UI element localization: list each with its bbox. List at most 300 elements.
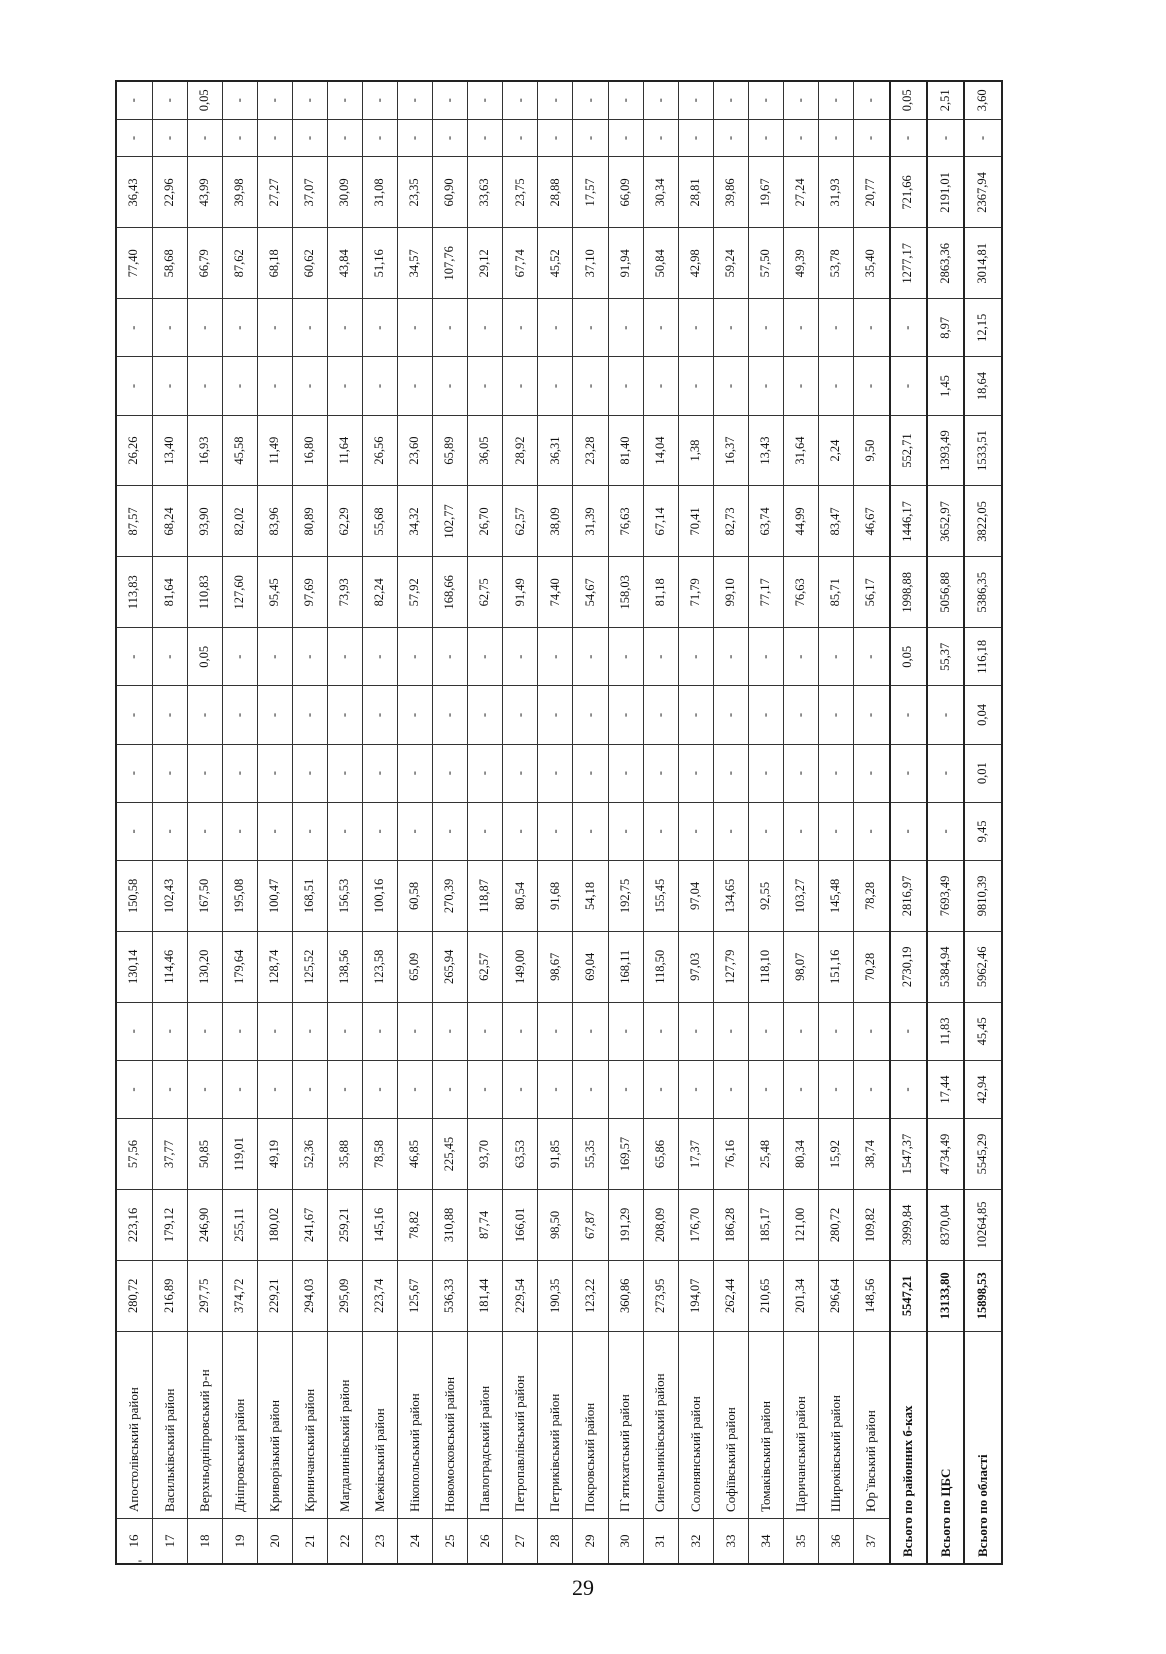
row-number: 28	[538, 1518, 573, 1564]
value-cell: -	[783, 744, 818, 802]
row-number: 16	[116, 1518, 152, 1564]
total-value-cell: 1,45	[927, 357, 964, 415]
total-value-cell: 18,64	[964, 357, 1002, 415]
value-cell: 16,93	[187, 415, 222, 486]
value-cell: -	[363, 357, 398, 415]
table-row	[116, 81, 152, 1564]
value-cell: 280,72	[818, 1189, 853, 1260]
value-cell: 156,53	[328, 860, 363, 931]
value-cell: 50,85	[187, 1119, 222, 1190]
total-value-cell: 2,51	[927, 81, 964, 119]
value-cell: -	[292, 299, 327, 357]
value-cell: -	[853, 628, 889, 686]
total-value-cell: -	[927, 802, 964, 860]
value-cell: -	[853, 744, 889, 802]
value-cell: 127,79	[713, 931, 748, 1002]
value-cell: -	[187, 1060, 222, 1118]
row-number: 30	[608, 1518, 643, 1564]
total-value-cell: 4734,49	[927, 1119, 964, 1190]
value-cell: -	[608, 119, 643, 157]
value-cell: -	[116, 802, 152, 860]
value-cell: 54,18	[573, 860, 608, 931]
value-cell: -	[328, 299, 363, 357]
value-cell: -	[853, 357, 889, 415]
table-row	[363, 81, 398, 1564]
value-cell: 36,31	[538, 415, 573, 486]
value-cell: 113,83	[116, 557, 152, 628]
value-cell: -	[187, 802, 222, 860]
value-cell: 62,57	[468, 931, 503, 1002]
value-cell: 223,16	[116, 1189, 152, 1260]
value-cell: 296,64	[818, 1260, 853, 1331]
value-cell: 103,27	[783, 860, 818, 931]
total-value-cell: 3014,81	[964, 228, 1002, 299]
value-cell: 192,75	[608, 860, 643, 931]
value-cell: -	[222, 81, 257, 119]
value-cell: -	[292, 357, 327, 415]
value-cell: 195,08	[222, 860, 257, 931]
value-cell: -	[257, 686, 292, 744]
value-cell: 60,58	[398, 860, 433, 931]
value-cell: 118,10	[748, 931, 783, 1002]
total-value-cell: 2191,01	[927, 157, 964, 228]
value-cell: 87,62	[222, 228, 257, 299]
value-cell: 168,66	[433, 557, 468, 628]
value-cell: 55,35	[573, 1119, 608, 1190]
value-cell: -	[538, 81, 573, 119]
table-row	[503, 81, 538, 1564]
total-value-cell: 0,05	[890, 628, 927, 686]
value-cell: 181,44	[468, 1260, 503, 1331]
value-cell: 109,82	[853, 1189, 889, 1260]
value-cell: 185,17	[748, 1189, 783, 1260]
value-cell: -	[503, 744, 538, 802]
value-cell: -	[538, 119, 573, 157]
value-cell: 91,85	[538, 1119, 573, 1190]
value-cell: -	[503, 357, 538, 415]
value-cell: -	[257, 1060, 292, 1118]
value-cell: 28,92	[503, 415, 538, 486]
total-value-cell: -	[890, 1002, 927, 1060]
value-cell: -	[783, 119, 818, 157]
value-cell: -	[678, 81, 713, 119]
row-number: 23	[363, 1518, 398, 1564]
value-cell: 25,48	[748, 1119, 783, 1190]
total-value-cell: -	[890, 299, 927, 357]
value-cell: 125,67	[398, 1260, 433, 1331]
value-cell: 26,56	[363, 415, 398, 486]
value-cell: 241,67	[292, 1189, 327, 1260]
value-cell: -	[713, 1060, 748, 1118]
value-cell: -	[573, 802, 608, 860]
value-cell: -	[748, 802, 783, 860]
total-value-cell: -	[927, 744, 964, 802]
total-value-cell: 5547,21	[890, 1260, 927, 1331]
row-number: 20	[257, 1518, 292, 1564]
value-cell: -	[783, 1060, 818, 1118]
value-cell: 176,70	[678, 1189, 713, 1260]
value-cell: 294,03	[292, 1260, 327, 1331]
value-cell: 68,18	[257, 228, 292, 299]
district-name: Царичанський район	[783, 1331, 818, 1518]
total-value-cell: 5386,35	[964, 557, 1002, 628]
table-row	[608, 81, 643, 1564]
district-name: Верхньодніпровський р-н	[187, 1331, 222, 1518]
value-cell: 30,34	[643, 157, 678, 228]
value-cell: -	[853, 81, 889, 119]
value-cell: 76,63	[608, 486, 643, 557]
value-cell: -	[818, 802, 853, 860]
value-cell: 13,43	[748, 415, 783, 486]
value-cell: 121,00	[783, 1189, 818, 1260]
value-cell: 37,07	[292, 157, 327, 228]
value-cell: 51,16	[363, 228, 398, 299]
value-cell: 70,28	[853, 931, 889, 1002]
value-cell: -	[538, 628, 573, 686]
value-cell: -	[152, 686, 187, 744]
value-cell: 55,68	[363, 486, 398, 557]
table-row	[783, 81, 818, 1564]
value-cell: 65,09	[398, 931, 433, 1002]
value-cell: -	[363, 1002, 398, 1060]
value-cell: -	[152, 299, 187, 357]
total-value-cell: 12,15	[964, 299, 1002, 357]
value-cell: 223,74	[363, 1260, 398, 1331]
district-name: Петропавлівський район	[503, 1331, 538, 1518]
value-cell: -	[363, 686, 398, 744]
value-cell: 65,89	[433, 415, 468, 486]
value-cell: -	[818, 81, 853, 119]
district-name: Криничанський район	[292, 1331, 327, 1518]
value-cell: -	[398, 119, 433, 157]
value-cell: -	[433, 802, 468, 860]
total-value-cell: 116,18	[964, 628, 1002, 686]
value-cell: 34,57	[398, 228, 433, 299]
value-cell: -	[398, 81, 433, 119]
value-cell: -	[468, 299, 503, 357]
value-cell: -	[152, 744, 187, 802]
value-cell: -	[468, 1002, 503, 1060]
value-cell: -	[398, 1060, 433, 1118]
value-cell: -	[608, 628, 643, 686]
district-name: Солонянський район	[678, 1331, 713, 1518]
value-cell: -	[363, 1060, 398, 1118]
value-cell: 97,69	[292, 557, 327, 628]
value-cell: -	[292, 628, 327, 686]
value-cell: 38,09	[538, 486, 573, 557]
value-cell: 210,65	[748, 1260, 783, 1331]
value-cell: -	[573, 1060, 608, 1118]
value-cell: -	[643, 1002, 678, 1060]
row-number: 26	[468, 1518, 503, 1564]
value-cell: -	[608, 802, 643, 860]
district-name: Синельниківський район	[643, 1331, 678, 1518]
total-value-cell: -	[927, 119, 964, 157]
value-cell: -	[187, 744, 222, 802]
value-cell: 123,22	[573, 1260, 608, 1331]
value-cell: 28,88	[538, 157, 573, 228]
table-row	[643, 81, 678, 1564]
value-cell: -	[328, 802, 363, 860]
value-cell: 295,09	[328, 1260, 363, 1331]
value-cell: -	[853, 1060, 889, 1118]
district-name: Покровський район	[573, 1331, 608, 1518]
value-cell: 65,86	[643, 1119, 678, 1190]
value-cell: -	[643, 744, 678, 802]
value-cell: -	[748, 299, 783, 357]
total-value-cell: -	[890, 1060, 927, 1118]
district-name: Софіївський район	[713, 1331, 748, 1518]
value-cell: -	[503, 119, 538, 157]
value-cell: -	[116, 628, 152, 686]
value-cell: 66,79	[187, 228, 222, 299]
value-cell: 145,48	[818, 860, 853, 931]
table-row	[187, 81, 222, 1564]
total-value-cell: 5962,46	[964, 931, 1002, 1002]
value-cell: 225,45	[433, 1119, 468, 1190]
row-number: 35	[783, 1518, 818, 1564]
value-cell: -	[853, 1002, 889, 1060]
total-value-cell: 1393,49	[927, 415, 964, 486]
value-cell: -	[748, 119, 783, 157]
value-cell: 23,75	[503, 157, 538, 228]
value-cell: 216,89	[152, 1260, 187, 1331]
value-cell: 20,77	[853, 157, 889, 228]
value-cell: 78,82	[398, 1189, 433, 1260]
value-cell: 60,90	[433, 157, 468, 228]
value-cell: 98,07	[783, 931, 818, 1002]
value-cell: -	[538, 1060, 573, 1118]
value-cell: -	[538, 802, 573, 860]
value-cell: -	[363, 299, 398, 357]
value-cell: 93,90	[187, 486, 222, 557]
value-cell: -	[713, 628, 748, 686]
value-cell: -	[292, 686, 327, 744]
district-name: Криворізький район	[257, 1331, 292, 1518]
value-cell: -	[152, 357, 187, 415]
value-cell: 22,96	[152, 157, 187, 228]
value-cell: 11,49	[257, 415, 292, 486]
value-cell: -	[678, 802, 713, 860]
district-name: Апостолівський район	[116, 1331, 152, 1518]
value-cell: 15,92	[818, 1119, 853, 1190]
value-cell: -	[573, 628, 608, 686]
value-cell: 99,10	[713, 557, 748, 628]
page-number: 29	[572, 1575, 594, 1600]
value-cell: -	[643, 81, 678, 119]
value-cell: 23,28	[573, 415, 608, 486]
value-cell: -	[292, 1060, 327, 1118]
row-number: 32	[678, 1518, 713, 1564]
district-name: Нікопольський район	[398, 1331, 433, 1518]
value-cell: -	[222, 1060, 257, 1118]
value-cell: 98,50	[538, 1189, 573, 1260]
total-value-cell: -	[927, 686, 964, 744]
value-cell: 0,05	[187, 81, 222, 119]
total-value-cell: 2863,36	[927, 228, 964, 299]
value-cell: -	[363, 81, 398, 119]
table-row	[573, 81, 608, 1564]
total-value-cell: 2816,97	[890, 860, 927, 931]
value-cell: 35,88	[328, 1119, 363, 1190]
total-value-cell: 1446,17	[890, 486, 927, 557]
value-cell: 9,50	[853, 415, 889, 486]
value-cell: -	[853, 119, 889, 157]
value-cell: -	[363, 744, 398, 802]
value-cell: 180,02	[257, 1189, 292, 1260]
district-name: Широківський район	[818, 1331, 853, 1518]
total-value-cell: 552,71	[890, 415, 927, 486]
value-cell: -	[257, 299, 292, 357]
value-cell: 16,37	[713, 415, 748, 486]
value-cell: -	[328, 686, 363, 744]
value-cell: 46,67	[853, 486, 889, 557]
value-cell: 54,67	[573, 557, 608, 628]
rotated-table-wrapper	[115, 80, 1003, 1565]
value-cell: -	[116, 299, 152, 357]
value-cell: -	[853, 802, 889, 860]
value-cell: 66,09	[608, 157, 643, 228]
value-cell: -	[783, 299, 818, 357]
value-cell: -	[152, 802, 187, 860]
value-cell: -	[116, 686, 152, 744]
value-cell: 2,24	[818, 415, 853, 486]
value-cell: 31,93	[818, 157, 853, 228]
total-value-cell: 1533,51	[964, 415, 1002, 486]
row-number: 36	[818, 1518, 853, 1564]
value-cell: 91,94	[608, 228, 643, 299]
value-cell: -	[608, 744, 643, 802]
value-cell: -	[222, 357, 257, 415]
value-cell: -	[678, 299, 713, 357]
value-cell: -	[292, 802, 327, 860]
value-cell: 125,52	[292, 931, 327, 1002]
value-cell: -	[152, 81, 187, 119]
value-cell: -	[116, 81, 152, 119]
value-cell: -	[433, 628, 468, 686]
value-cell: 168,51	[292, 860, 327, 931]
value-cell: 1,38	[678, 415, 713, 486]
value-cell: 69,04	[573, 931, 608, 1002]
value-cell: 270,39	[433, 860, 468, 931]
value-cell: -	[783, 628, 818, 686]
value-cell: 14,04	[643, 415, 678, 486]
value-cell: 57,92	[398, 557, 433, 628]
value-cell: -	[468, 357, 503, 415]
value-cell: -	[292, 1002, 327, 1060]
value-cell: 151,16	[818, 931, 853, 1002]
value-cell: 138,56	[328, 931, 363, 1002]
value-cell: -	[783, 1002, 818, 1060]
value-cell: 0,05	[187, 628, 222, 686]
value-cell: -	[328, 81, 363, 119]
value-cell: -	[818, 686, 853, 744]
total-value-cell: -	[964, 119, 1002, 157]
value-cell: 127,60	[222, 557, 257, 628]
value-cell: -	[328, 1060, 363, 1118]
value-cell: -	[678, 1002, 713, 1060]
value-cell: -	[713, 357, 748, 415]
value-cell: 92,55	[748, 860, 783, 931]
total-label: Всього по ЦБС	[927, 1331, 964, 1564]
value-cell: 80,54	[503, 860, 538, 931]
total-value-cell: 8370,04	[927, 1189, 964, 1260]
value-cell: 50,84	[643, 228, 678, 299]
value-cell: 155,45	[643, 860, 678, 931]
value-cell: -	[398, 802, 433, 860]
value-cell: -	[818, 628, 853, 686]
value-cell: 98,67	[538, 931, 573, 1002]
value-cell: -	[433, 744, 468, 802]
total-row	[927, 81, 964, 1564]
value-cell: 97,03	[678, 931, 713, 1002]
value-cell: -	[222, 119, 257, 157]
value-cell: -	[643, 119, 678, 157]
value-cell: 255,11	[222, 1189, 257, 1260]
value-cell: 297,75	[187, 1260, 222, 1331]
value-cell: 16,80	[292, 415, 327, 486]
value-cell: -	[152, 1002, 187, 1060]
value-cell: -	[538, 744, 573, 802]
value-cell: -	[643, 686, 678, 744]
value-cell: -	[818, 1002, 853, 1060]
value-cell: 246,90	[187, 1189, 222, 1260]
table-row	[818, 81, 853, 1564]
value-cell: -	[678, 744, 713, 802]
value-cell: -	[783, 802, 818, 860]
value-cell: -	[538, 299, 573, 357]
total-value-cell: 11,83	[927, 1002, 964, 1060]
value-cell: 186,28	[713, 1189, 748, 1260]
table-row	[257, 81, 292, 1564]
value-cell: 76,63	[783, 557, 818, 628]
value-cell: -	[643, 299, 678, 357]
value-cell: 128,74	[257, 931, 292, 1002]
value-cell: -	[187, 686, 222, 744]
district-name: П`ятихатський район	[608, 1331, 643, 1518]
value-cell: -	[713, 1002, 748, 1060]
value-cell: -	[573, 119, 608, 157]
value-cell: -	[328, 1002, 363, 1060]
total-value-cell: 2367,94	[964, 157, 1002, 228]
value-cell: -	[783, 81, 818, 119]
row-number: 21	[292, 1518, 327, 1564]
value-cell: -	[398, 1002, 433, 1060]
value-cell: -	[503, 1002, 538, 1060]
total-value-cell: 5056,88	[927, 557, 964, 628]
district-name: Васильківський район	[152, 1331, 187, 1518]
total-value-cell: 55,37	[927, 628, 964, 686]
value-cell: 39,86	[713, 157, 748, 228]
value-cell: -	[678, 1060, 713, 1118]
value-cell: -	[398, 744, 433, 802]
value-cell: -	[608, 357, 643, 415]
value-cell: 43,99	[187, 157, 222, 228]
value-cell: -	[818, 744, 853, 802]
total-value-cell: 3822,05	[964, 486, 1002, 557]
value-cell: 169,57	[608, 1119, 643, 1190]
row-number: 18	[187, 1518, 222, 1564]
value-cell: -	[573, 357, 608, 415]
value-cell: -	[328, 628, 363, 686]
value-cell: 167,50	[187, 860, 222, 931]
value-cell: -	[503, 1060, 538, 1118]
value-cell: -	[187, 299, 222, 357]
value-cell: -	[116, 744, 152, 802]
total-value-cell: 2730,19	[890, 931, 927, 1002]
value-cell: 259,21	[328, 1189, 363, 1260]
value-cell: 374,72	[222, 1260, 257, 1331]
